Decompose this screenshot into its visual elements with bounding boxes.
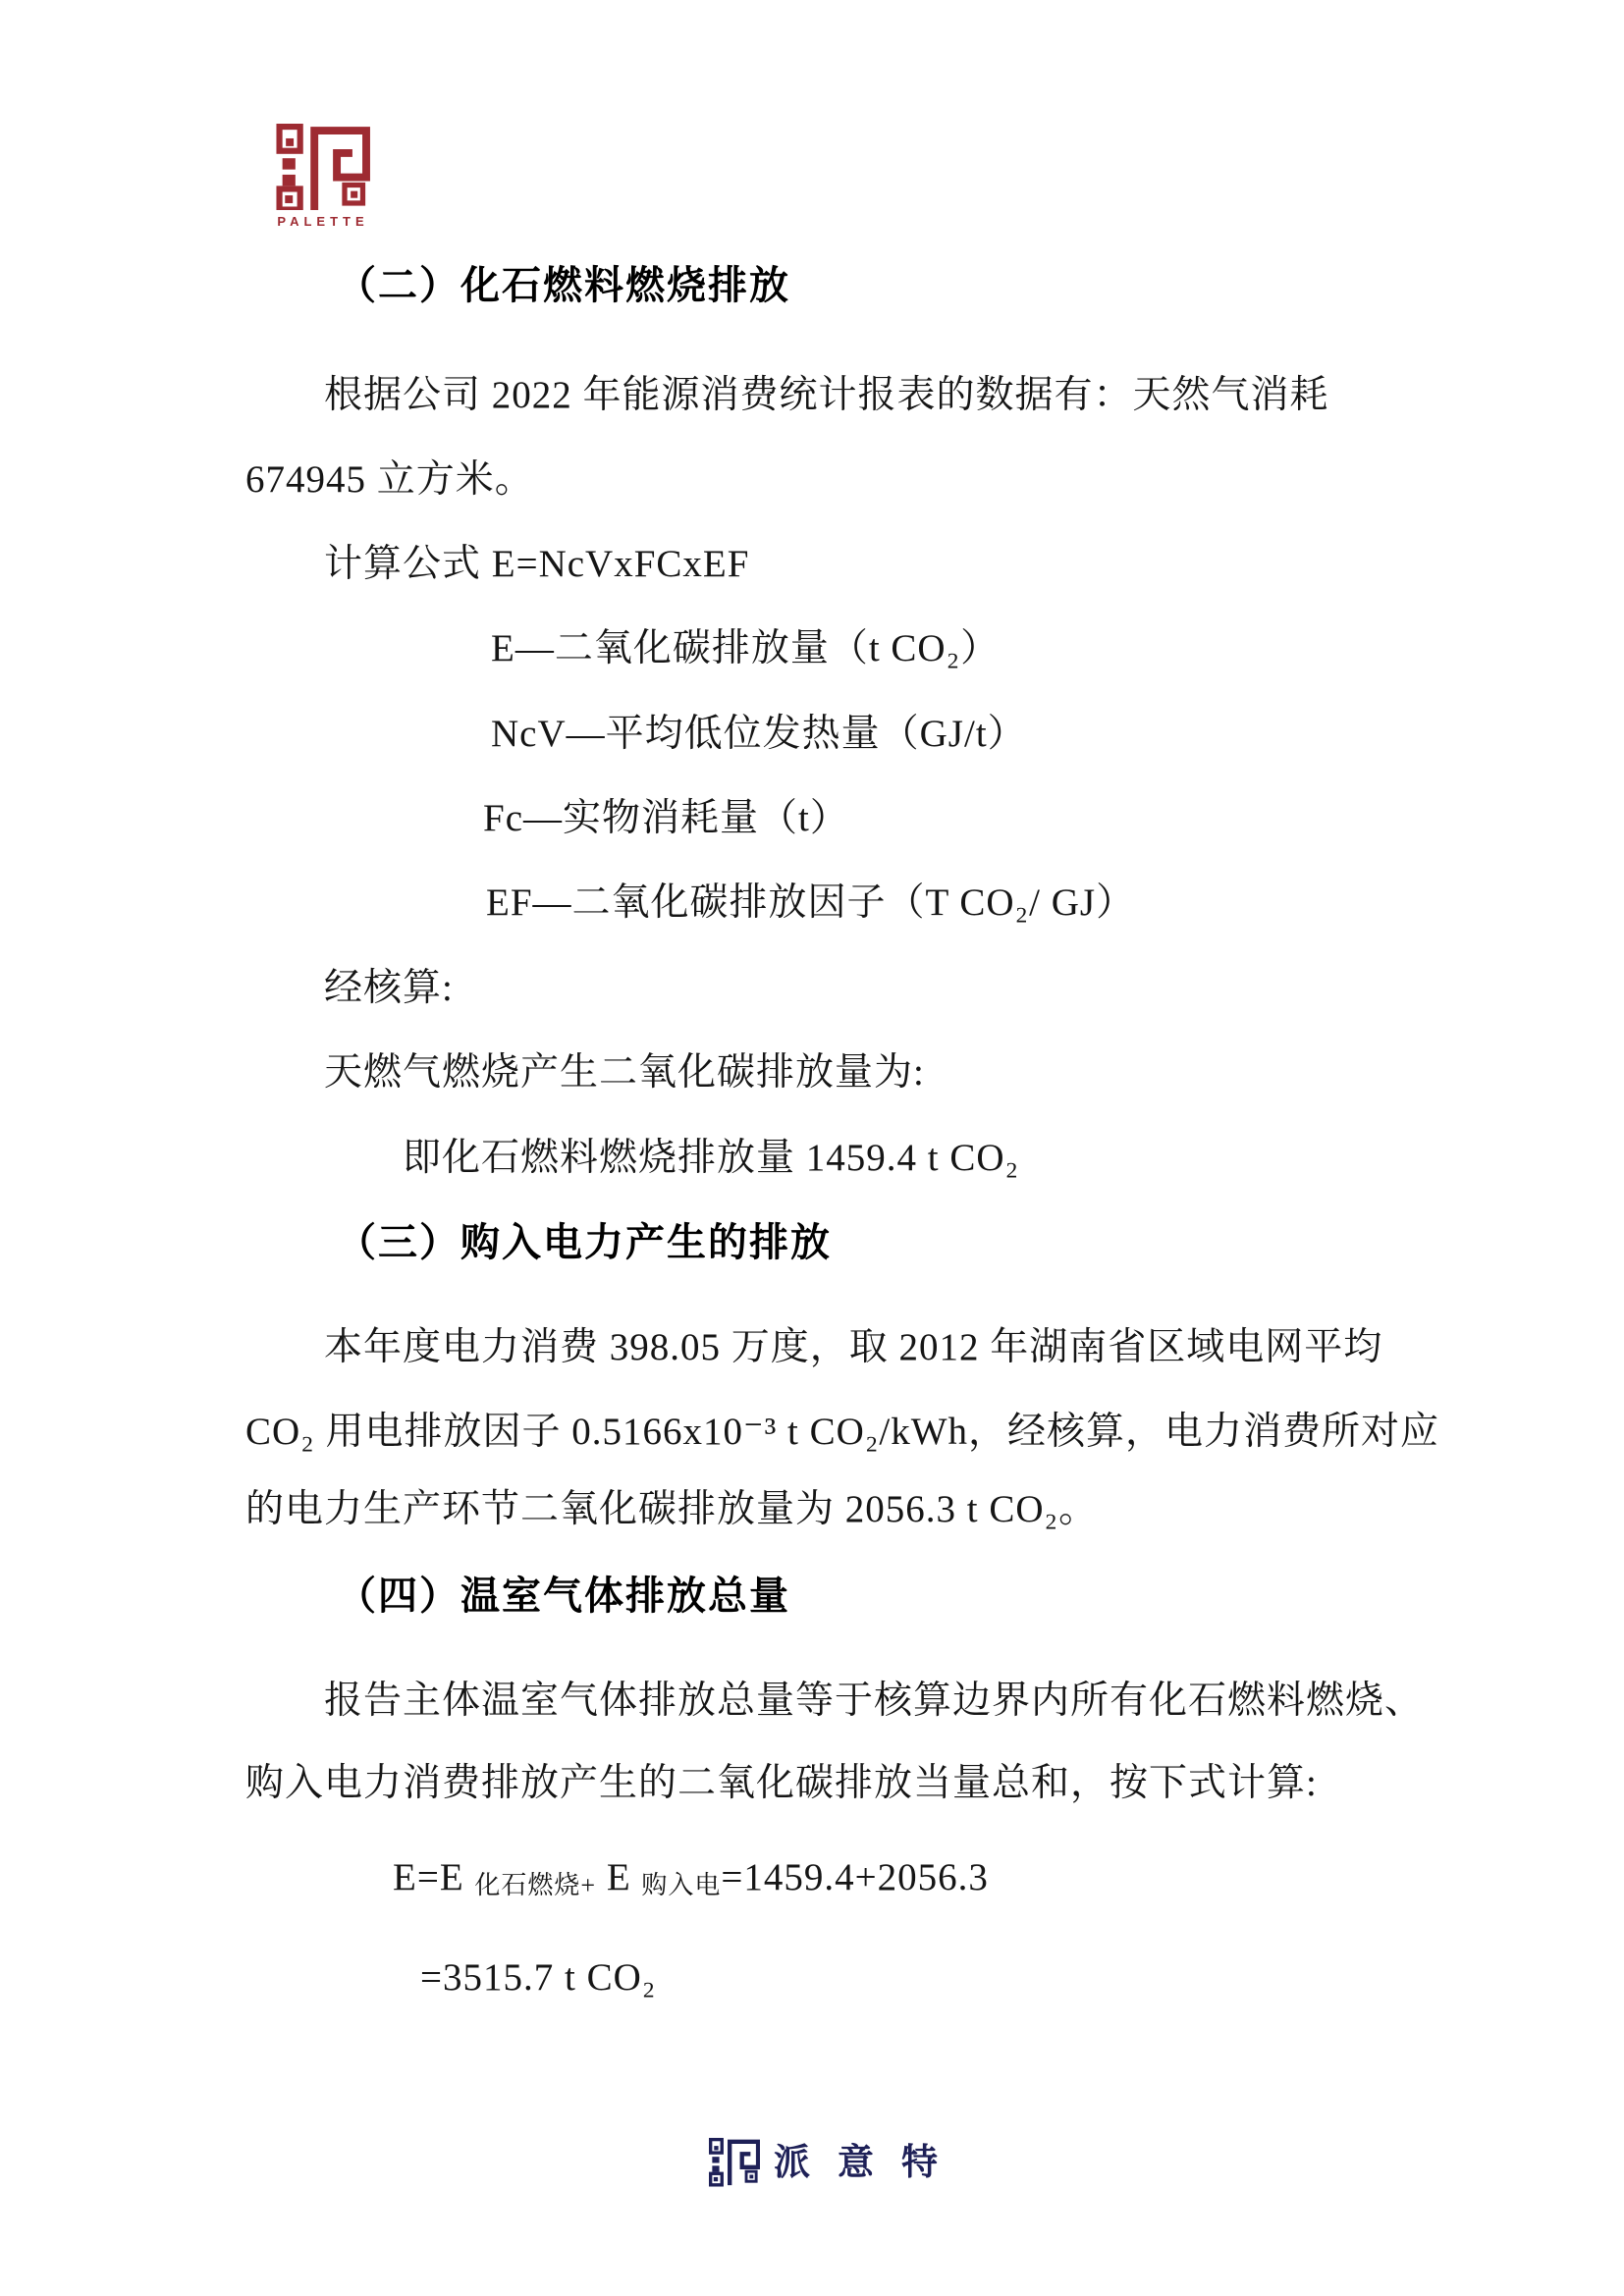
definition-ef: EF—二氧化碳排放因子（T CO₂/ GJ） (486, 881, 1136, 924)
para-electricity-line1: 本年度电力消费 398.05 万度，取 2012 年湖南省区域电网平均 (324, 1326, 1383, 1368)
para-total-line1: 报告主体温室气体排放总量等于核算边界内所有化石燃料燃烧、 (324, 1680, 1425, 1722)
total-formula-subscript-fossil: 化石燃烧+ (474, 1871, 597, 1899)
para-energy-data-line2: 674945 立方米。 (245, 458, 534, 501)
footer-logo-text: 派意特 (774, 2141, 965, 2182)
palette-maze-icon (270, 124, 376, 210)
fossil-result-line: 即化石燃料燃烧排放量 1459.4 t CO₂ (403, 1137, 1020, 1179)
para-total-line2: 购入电力消费排放产生的二氧化碳排放当量总和，按下式计算: (245, 1762, 1318, 1804)
verify-label: 经核算: (324, 967, 454, 1009)
total-formula-lead: E=E (393, 1856, 475, 1898)
total-formula-e2: E (596, 1856, 642, 1898)
heading-purchased-electricity: （三）购入电力产生的排放 (337, 1221, 832, 1264)
total-formula-tail: =1459.4+2056.3 (721, 1856, 989, 1898)
heading-fossil-fuel-emissions: （二）化石燃料燃烧排放 (337, 264, 790, 307)
formula-intro: 计算公式 E=NcVxFCxEF (324, 543, 750, 585)
header-logo-text: PALETTE (277, 214, 369, 229)
definition-ncv: NcV—平均低位发热量（GJ/t） (491, 713, 1027, 755)
para-electricity-line3: 的电力生产环节二氧化碳排放量为 2056.3 t CO₂。 (245, 1488, 1099, 1530)
total-result-line: =3515.7 t CO₂ (420, 1956, 657, 1999)
footer-logo (709, 2132, 965, 2191)
para-energy-data-line1: 根据公司 2022 年能源消费统计报表的数据有：天然气消耗 (324, 374, 1329, 416)
total-formula-line (393, 1855, 989, 1901)
heading-total-ghg: （四）温室气体排放总量 (337, 1575, 790, 1618)
definition-e: E—二氧化碳排放量（t CO₂） (491, 627, 1001, 669)
gas-emission-line: 天燃气燃烧产生二氧化碳排放量为: (324, 1051, 925, 1094)
para-electricity-line2: CO₂ 用电排放因子 0.5166x10⁻³ t CO₂/kWh，经核算，电力消费所对应 (245, 1411, 1440, 1453)
header-logo (268, 124, 378, 229)
definition-fc: Fc—实物消耗量（t） (483, 797, 849, 839)
paiyite-maze-icon (709, 2132, 760, 2191)
total-formula-subscript-electricity: 购入电 (641, 1871, 722, 1899)
